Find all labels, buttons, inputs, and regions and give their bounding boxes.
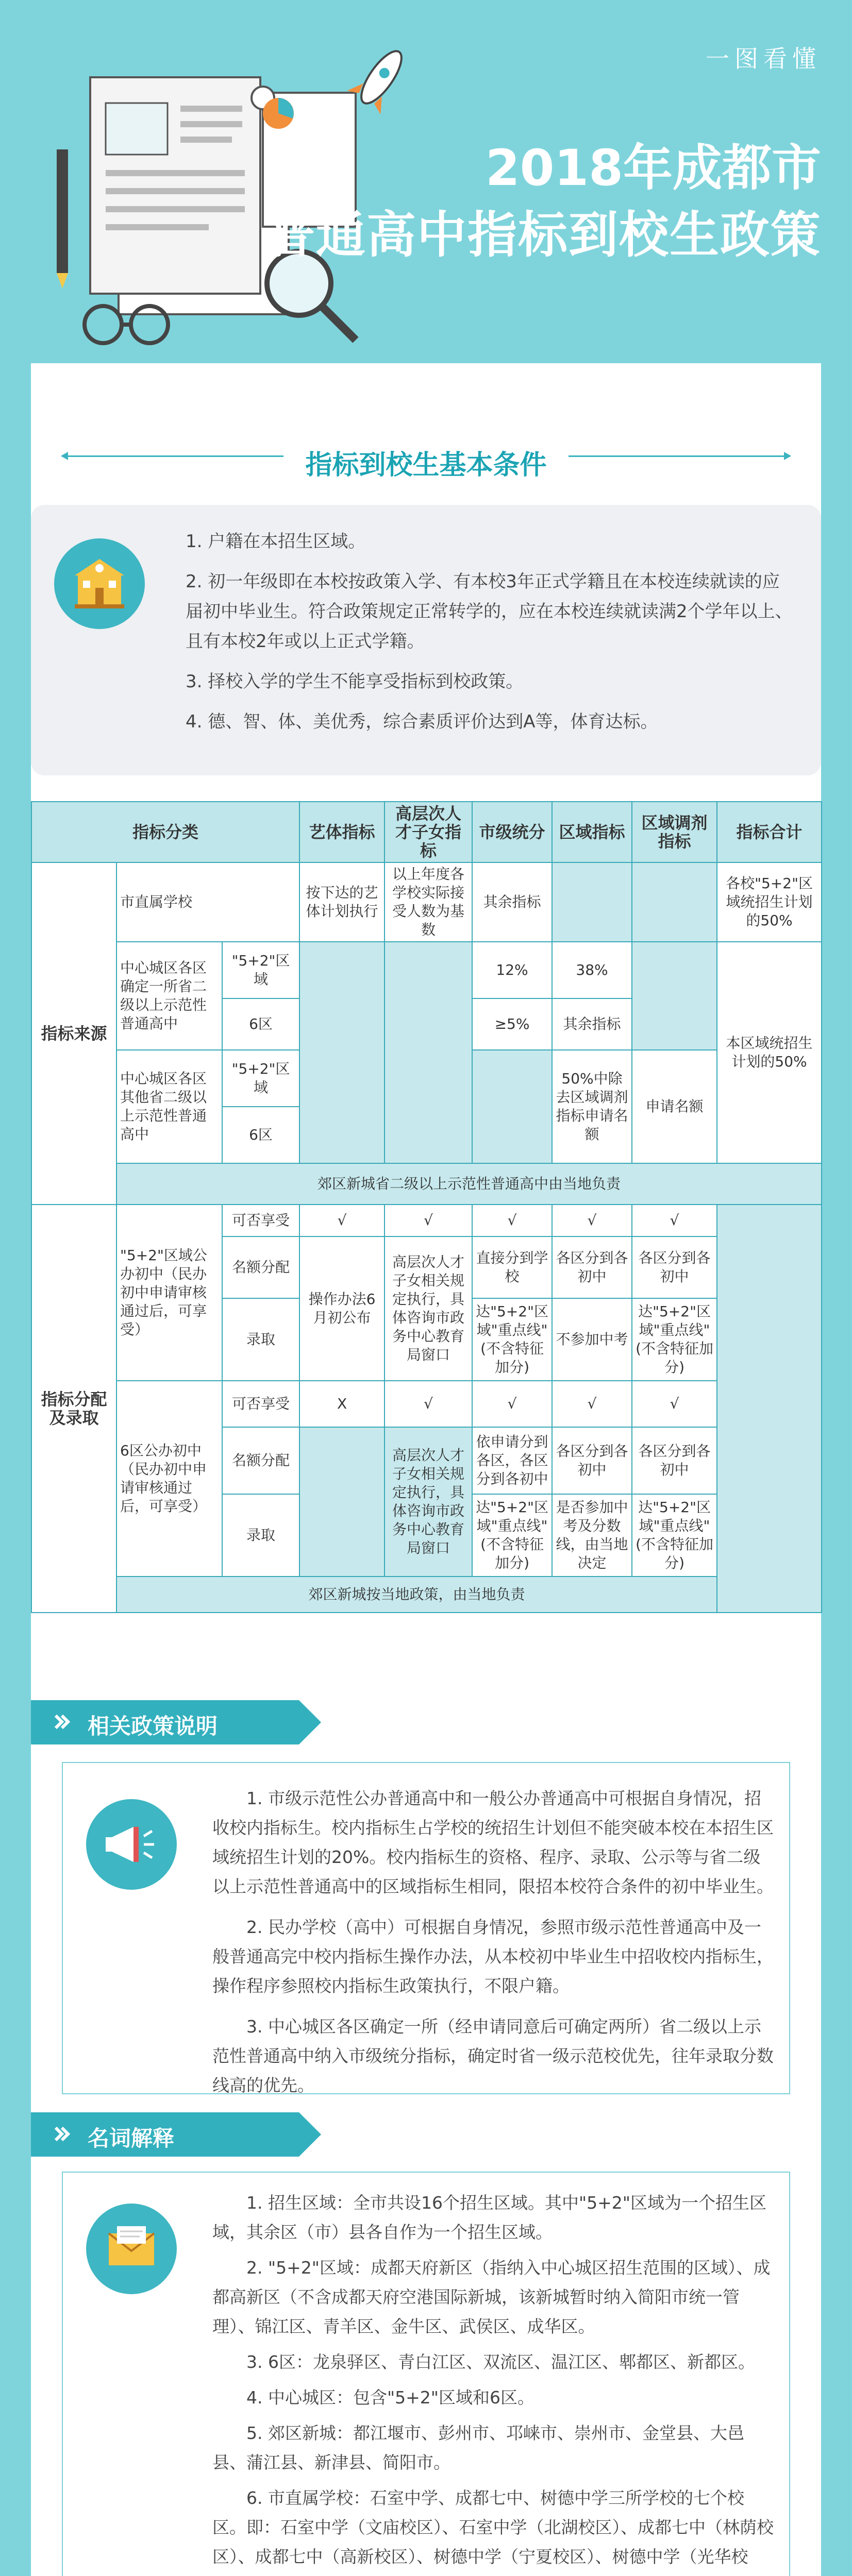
cell-admit: 录取	[222, 1298, 299, 1381]
quota-table	[31, 801, 822, 1613]
cell-city: 12%	[472, 942, 552, 998]
cell-zone: "5+2"区域	[222, 1050, 299, 1107]
cell-g2-district-admit: 达"5+2"区域"重点线"(不含特征加分)	[632, 1494, 717, 1577]
cell-empty	[299, 1427, 385, 1577]
page-header	[0, 0, 852, 363]
policy-ribbon	[31, 1700, 299, 1744]
glossary-list	[212, 2188, 774, 2576]
megaphone-icon	[86, 1799, 177, 1890]
school-icon	[54, 538, 145, 629]
envelope-icon	[86, 2204, 177, 2294]
table-row	[31, 1577, 822, 1613]
page-title: 2018年成都市	[485, 139, 821, 197]
cell-total: 本区域统招生计划的50%	[717, 942, 822, 1163]
cell-empty	[385, 942, 472, 1163]
cell-empty	[299, 942, 385, 1163]
cell-g1-city-admit: 达"5+2"区域"重点线"(不含特征加分)	[472, 1298, 552, 1381]
table-row	[31, 1163, 822, 1205]
condition-item: 3. 择校入学的学生不能享受指标到校政策。	[186, 671, 524, 692]
cell-empty	[632, 942, 717, 1050]
col-header-total: 指标合计	[717, 802, 822, 862]
cell-check: √	[552, 1381, 632, 1427]
cell-admit: 录取	[222, 1494, 299, 1577]
conditions-heading	[62, 443, 790, 481]
cell-g1-region-quota: 各区分到各初中	[552, 1236, 632, 1298]
cell-check: √	[385, 1381, 472, 1427]
policy-box	[62, 1762, 790, 2094]
cell-check: √	[385, 1205, 472, 1236]
cell-g2-district-quota: 各区分到各初中	[632, 1427, 717, 1494]
cell-g1-district-admit: 达"5+2"区域"重点线"(不含特征加分)	[632, 1298, 717, 1381]
cell-central2: 中心城区各区其他省二级以上示范性普通高中	[116, 1050, 222, 1163]
cell-quota: 名额分配	[222, 1427, 299, 1494]
cell-g1-city-quota: 直接分到学校	[472, 1236, 552, 1298]
cell-region: 50%中除去区域调剂指标申请名额	[552, 1050, 632, 1163]
cell-talent: 以上年度各学校实际接受人数为基数	[385, 862, 472, 942]
conditions-box	[31, 505, 821, 775]
policy-item: 2. 民办学校（高中）可根据自身情况，参照市级示范性普通高中及一般普通高完中校内指标生操作办法，从本校初中毕业生中招收校内指标生，操作程序参照校内指标生政策执行，不限户籍。	[212, 1917, 774, 1996]
cell-district: 申请名额	[632, 1050, 717, 1163]
cell-g1-region-admit: 不参加中考	[552, 1298, 632, 1381]
col-header-region: 区域指标	[552, 802, 632, 862]
cell-check: √	[472, 1205, 552, 1236]
col-header-category: 指标分类	[31, 802, 299, 862]
glossary-item: 2. "5+2"区域：成都天府新区（指纳入中心城区招生范围的区域）、成都高新区（不含成都天府空港国际新城，该新城暂时纳入简阳市统一管理）、锦江区、青羊区、金牛区、武侯区、成华区。	[212, 2258, 771, 2336]
col-header-talent: 高层次人才子女指标	[385, 802, 472, 862]
condition-item: 2. 初一年级即在本校按政策入学、有本校3年正式学籍且在本校连续就读的应届初中毕业生。符合政策规定正常转学的，应在本校连续就读满2个学年以上、且有本校2年或以上正式学籍。	[186, 571, 793, 652]
cell-g1-district-quota: 各区分到各初中	[632, 1236, 717, 1298]
cell-check: √	[299, 1205, 385, 1236]
cell-region: 38%	[552, 942, 632, 998]
cell-suburb-note: 郊区新城按当地政策，由当地负责	[116, 1577, 717, 1613]
cell-empty	[717, 1205, 822, 1613]
cell-suburb-note: 郊区新城省二级以上示范性普通高中由当地负责	[116, 1163, 822, 1205]
conditions-list	[186, 527, 794, 747]
cell-art: 按下达的艺体计划执行	[299, 862, 385, 942]
glossary-ribbon	[31, 2112, 299, 2157]
cell-g1-art: 操作办法6月初公布	[299, 1236, 385, 1381]
cell-cross: X	[299, 1381, 385, 1427]
cell-check: √	[472, 1381, 552, 1427]
cell-empty	[472, 1050, 552, 1163]
col-header-art: 艺体指标	[299, 802, 385, 862]
chevron-icon	[52, 1711, 72, 1732]
policy-item: 3. 中心城区各区确定一所（经申请同意后可确定两所）省二级以上示范性普通高中纳入市级统分指标，确定时省一级示范校优先，往年录取分数线高的优先。	[212, 2016, 774, 2095]
cell-g2-desc: 6区公办初中（民办初中申请审核通过后，可享受）	[116, 1381, 222, 1577]
cell-city: 其余指标	[472, 862, 552, 942]
cell-zone: "5+2"区域	[222, 942, 299, 998]
conditions-title: 指标到校生基本条件	[305, 450, 547, 481]
condition-item: 1. 户籍在本招生区域。	[186, 531, 366, 552]
cell-g2-region-quota: 各区分到各初中	[552, 1427, 632, 1494]
heading-line-right	[569, 455, 790, 457]
policy-item: 1. 市级示范性公办普通高中和一般公办普通高中可根据自身情况，招收校内指标生。校内指标生占学校的统招生计划但不能突破本校在本招生区域统招生计划的20%。校内指标生的资格、程序、录取、公示等与省二级以上示范性普通高中的区域指标生相同，限招本校符合条件的初中毕业生。	[212, 1788, 774, 1896]
chevron-icon	[52, 2124, 72, 2144]
cell-g2-city-quota: 依申请分到各区，各区分到各初中	[472, 1427, 552, 1494]
table-row	[31, 1205, 822, 1236]
table-row	[31, 1381, 822, 1427]
cell-check: √	[632, 1205, 717, 1236]
page-subtitle: 普通高中指标到校生政策	[265, 206, 821, 264]
cell-g2-region-admit: 是否参加中考及分数线，由当地决定	[552, 1494, 632, 1577]
cell-quota: 名额分配	[222, 1236, 299, 1298]
cell-enjoy: 可否享受	[222, 1205, 299, 1236]
cell-g1-desc: "5+2"区域公办初中（民办初中申请审核通过后，可享受）	[116, 1205, 222, 1381]
content-card	[31, 363, 821, 2576]
cell-empty	[552, 862, 632, 942]
glossary-item: 1. 招生区域：全市共设16个招生区域。其中"5+2"区域为一个招生区域，其余区（市）县各自作为一个招生区域。	[212, 2193, 766, 2242]
glossary-title: 名词解释	[88, 2126, 175, 2151]
cell-total: 各校"5+2"区域统招生计划的50%	[717, 862, 822, 942]
cell-city: ≥5%	[472, 998, 552, 1050]
alloc-label: 指标分配及录取	[31, 1205, 116, 1613]
col-header-district: 区域调剂指标	[632, 802, 717, 862]
glossary-item: 6. 市直属学校：石室中学、成都七中、树德中学三所学校的七个校区。即：石室中学（文庙校区）、石室中学（北湖校区）、成都七中（林荫校区）、成都七中（高新校区）、树德中学（宁夏校区）、树德中学（光华校	[212, 2488, 774, 2567]
col-header-city: 市级统分	[472, 802, 552, 862]
cell-municipal: 市直属学校	[116, 862, 299, 942]
cell-check: √	[632, 1381, 717, 1427]
cell-region: 其余指标	[552, 998, 632, 1050]
cell-g1-talent: 高层次人才子女相关规定执行，具体咨询市政务中心教育局窗口	[385, 1236, 472, 1381]
glossary-item: 3. 6区：龙泉驿区、青白江区、双流区、温江区、郫都区、新都区。	[246, 2352, 755, 2372]
cell-zone: 6区	[222, 1107, 299, 1163]
cell-check: √	[552, 1205, 632, 1236]
condition-item: 4. 德、智、体、美优秀，综合素质评价达到A等，体育达标。	[186, 711, 658, 732]
cell-empty	[632, 862, 717, 942]
cell-g2-city-admit: 达"5+2"区域"重点线"(不含特征加分)	[472, 1494, 552, 1577]
glossary-item: 5. 郊区新城：都江堰市、彭州市、邛崃市、崇州市、金堂县、大邑县、蒲江县、新津县、简阳市。	[212, 2423, 744, 2472]
cell-enjoy: 可否享受	[222, 1381, 299, 1427]
policy-title: 相关政策说明	[88, 1714, 218, 1739]
cell-zone: 6区	[222, 998, 299, 1050]
header-tag: 一图看懂	[706, 45, 821, 73]
policy-list	[212, 1784, 774, 2111]
table-row	[31, 862, 822, 942]
glossary-box	[62, 2172, 790, 2576]
cell-g2-talent: 高层次人才子女相关规定执行，具体咨询市政务中心教育局窗口	[385, 1427, 472, 1577]
cell-central1: 中心城区各区确定一所省二级以上示范性普通高中	[116, 942, 222, 1050]
table-header-row	[31, 802, 822, 862]
source-label: 指标来源	[31, 862, 116, 1205]
glossary-item: 4. 中心城区：包含"5+2"区域和6区。	[246, 2387, 534, 2408]
table-row	[31, 942, 822, 998]
